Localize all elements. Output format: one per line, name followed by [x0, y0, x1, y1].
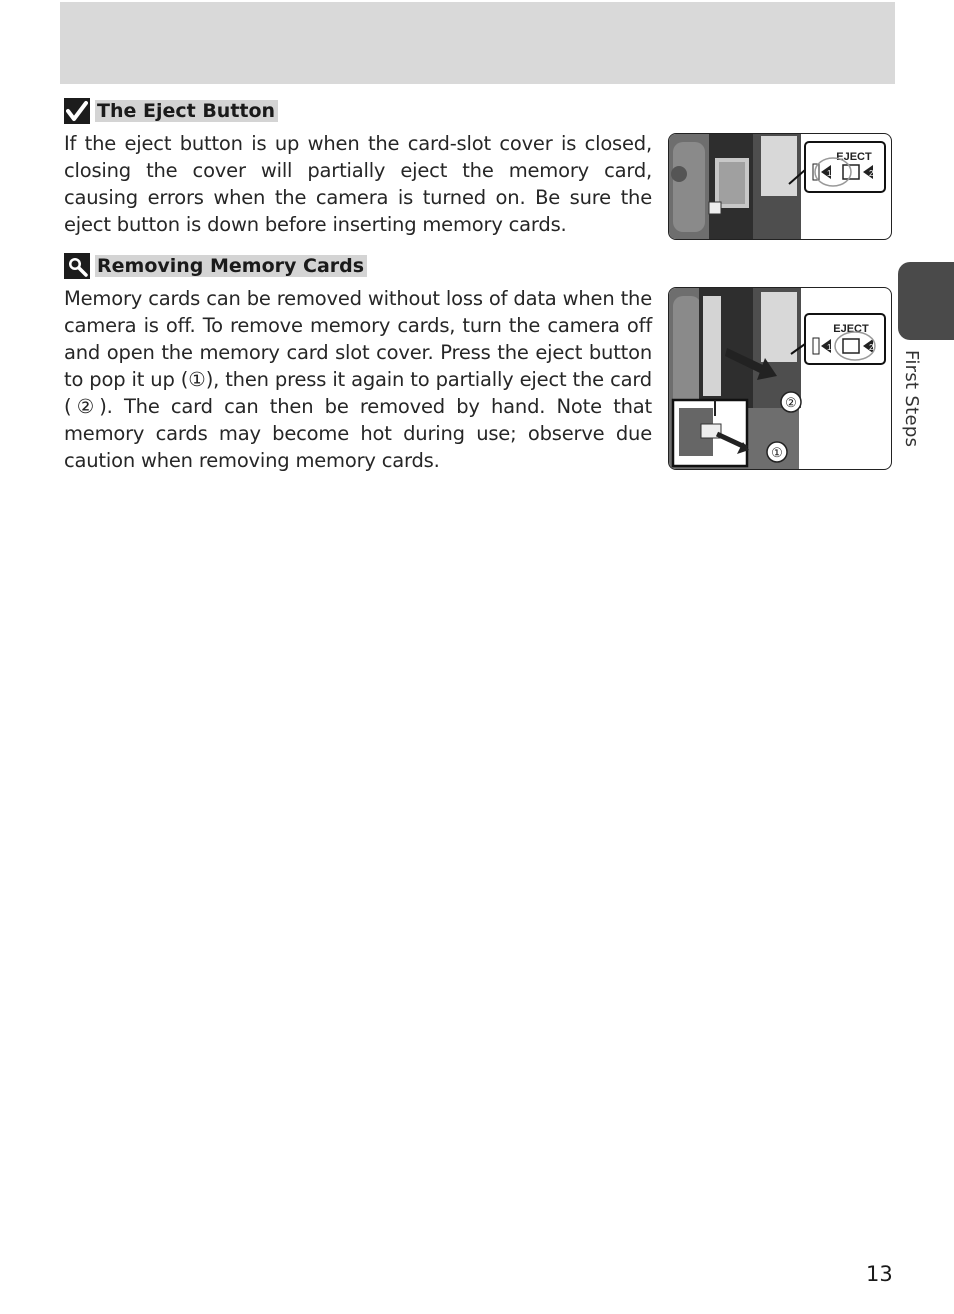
step-2-marker: ② [785, 395, 797, 410]
eject-section-title: The Eject Button [95, 100, 278, 122]
checkmark-icon [64, 98, 90, 124]
removing-eject-label: EJECT [833, 323, 869, 335]
chapter-tab-label: First Steps [901, 350, 922, 448]
header-band [60, 2, 895, 84]
page-number: 13 [866, 1262, 893, 1286]
removing-card-illustration [668, 287, 892, 470]
removing-section-body: Memory cards can be removed without loss of data when the camera is off. To remove memory cards, turn the camera off and open the memory card slot cover. Press the eject button to pop it up (①), then press it again to partially eject the card (②). The card can then be removed by hand. Note that memory cards may become hot during use; observe due caution when removing memory cards. [64, 287, 652, 472]
chapter-tab [898, 262, 954, 340]
eject-section-heading [64, 98, 278, 124]
eject-label: EJECT [836, 151, 872, 163]
eject-button-illustration [668, 133, 892, 240]
eject-mark-2: 2 [869, 169, 874, 178]
eject-mark-1: 1 [827, 169, 832, 178]
removing-mark-1: 1 [827, 343, 832, 352]
removing-section-heading [64, 253, 367, 279]
step-1-marker: ① [771, 445, 783, 460]
magnifier-icon [64, 253, 90, 279]
removing-section-title: Removing Memory Cards [95, 255, 367, 277]
eject-section-body: If the eject button is up when the card-slot cover is closed, closing the cover will partially eject the memory card, causing errors when the camera is turned on. Be sure the eject button is down before inserting memory cards. [64, 132, 652, 236]
removing-mark-2: 2 [869, 343, 874, 352]
